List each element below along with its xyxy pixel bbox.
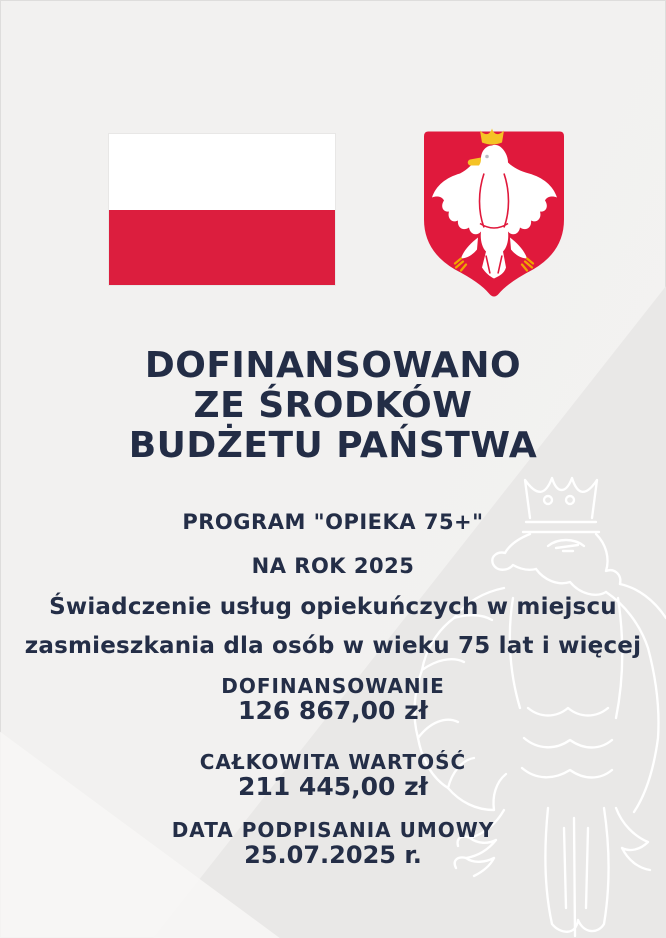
heading-line-1: DOFINANSOWANO: [144, 345, 522, 386]
total-value-block: [0, 751, 666, 801]
program-year: NA ROK 2025: [251, 554, 415, 578]
total-value-label: CAŁKOWITA WARTOŚĆ: [199, 750, 467, 774]
signing-date-block: [0, 819, 666, 869]
page-title: [0, 346, 666, 466]
program-detail-line-1: Świadczenie usług opiekuńczych w miejscu: [49, 594, 617, 620]
flag-red-stripe: [109, 210, 335, 286]
flag-white-stripe: [109, 134, 335, 210]
signing-date-value: 25.07.2025 r.: [244, 841, 422, 869]
program-detail-line-2: zasmieszkania dla osób w wieku 75 lat i więcej: [24, 633, 642, 659]
total-value: 211 445,00 zł: [238, 772, 428, 801]
poland-coat-of-arms-icon: [420, 127, 568, 300]
poland-flag-icon: [109, 134, 335, 285]
funding-block: [0, 675, 666, 725]
signing-date-label: DATA PODPISANIA UMOWY: [171, 818, 495, 842]
heading-line-3: BUDŻETU PAŃSTWA: [128, 425, 538, 466]
program-description: [0, 500, 666, 666]
program-name: PROGRAM "OPIEKA 75+": [182, 510, 484, 534]
funding-value: 126 867,00 zł: [238, 696, 428, 725]
heading-line-2: ZE ŚRODKÓW: [193, 385, 473, 426]
funding-label: DOFINANSOWANIE: [221, 674, 445, 698]
